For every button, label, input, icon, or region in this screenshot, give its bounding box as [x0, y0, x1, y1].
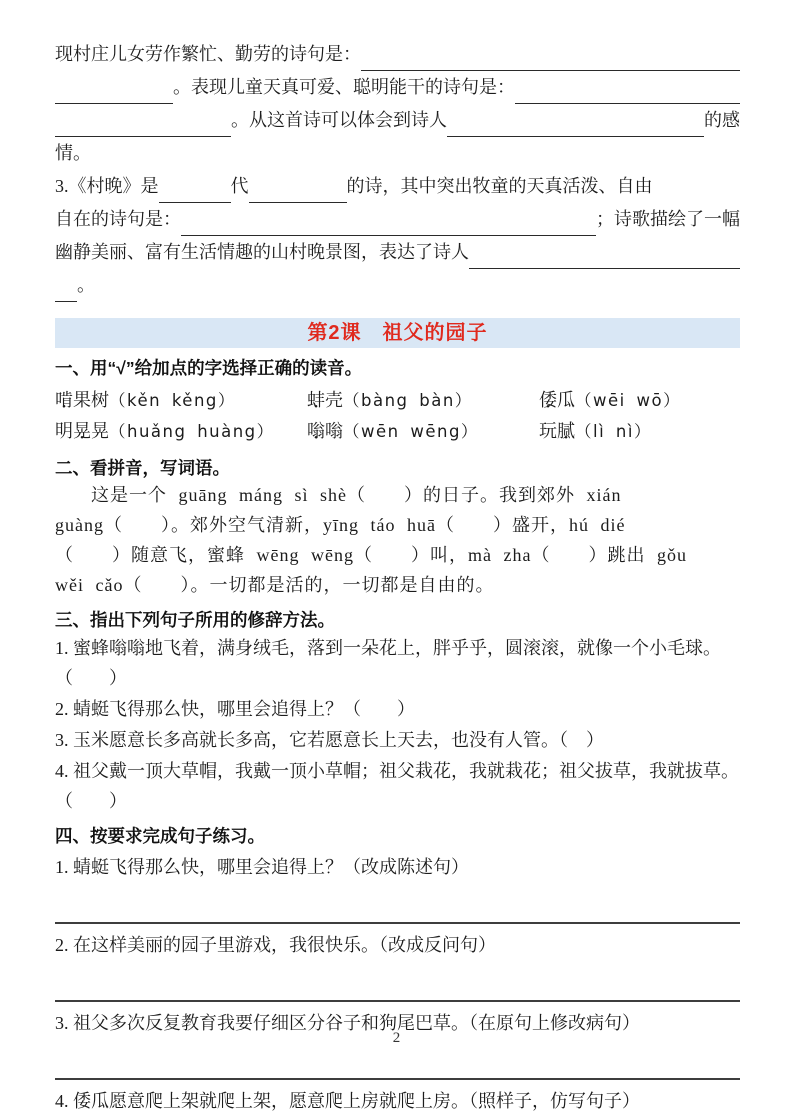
question-3-line-4: [55, 269, 740, 302]
rhetoric-item: 3. 玉米愿意长多高就长多高，它若愿意长上天去，也没有人管。（ ）: [55, 730, 604, 750]
word-post: 壳: [325, 390, 343, 410]
question-text: 的诗，其中突出牧童的天真活泼、自由: [346, 176, 653, 196]
word-pre: 明: [55, 421, 73, 441]
exercise-item: 2. 在这样美丽的园子里游戏，我很快乐。（改成反问句）: [55, 935, 496, 955]
question-text: 现村庄儿女劳作繁忙、勤劳的诗句是：: [55, 44, 361, 64]
question-2-line-2: [55, 71, 740, 104]
question-text: ；诗歌描绘了一幅: [596, 209, 740, 229]
answer-line: [55, 960, 740, 1002]
word-post: 瓜: [557, 390, 575, 410]
word-post: 嗡: [325, 421, 343, 441]
pinyin-item: [307, 417, 539, 448]
pinyin-item: [55, 386, 307, 417]
section-3-heading: 三、指出下列句子所用的修辞方法。: [55, 610, 335, 630]
pinyin-options: （lì nì）: [575, 422, 652, 441]
sentence-exercises: [55, 852, 740, 1116]
word-post: 果树: [73, 390, 109, 410]
question-2-line-1: [55, 38, 740, 71]
paragraph-line: （ ）随意飞，蜜蜂 wēng wēng（ ）叫，mà zha（ ）跳出 gǒu: [55, 545, 687, 565]
question-text: 。: [77, 275, 95, 295]
page-number: 2: [392, 1030, 401, 1046]
pinyin-item: [539, 417, 740, 448]
dotted-char: 晃 •: [73, 417, 91, 445]
fill-blank: [361, 44, 740, 71]
dotted-char: 嗡 •: [307, 417, 325, 445]
pinyin-options: （kěn kěng）: [109, 391, 236, 410]
pinyin-options: （wēi wō）: [575, 391, 682, 410]
section-2-heading: 二、看拼音，写词语。: [55, 458, 230, 478]
paragraph-line: wěi cǎo（ ）。一切都是活的，一切都是自由的。: [55, 575, 495, 595]
pinyin-options: （bàng bàn）: [343, 391, 473, 410]
pinyin-paragraph: [55, 480, 740, 600]
pinyin-item: [307, 386, 539, 417]
question-text: 的感: [704, 110, 740, 130]
lesson-header-bar: [55, 318, 740, 348]
rhetoric-item: 1. 蜜蜂嗡嗡地飞着，满身绒毛，落到一朵花上，胖乎乎，圆滚滚，就像一个小毛球。（ ）: [55, 638, 721, 688]
paragraph-line: guàng（ ）。郊外空气清新，yīng táo huā（ ）盛开，hú dié: [55, 515, 626, 535]
rhetoric-items: [55, 633, 740, 816]
question-3-block: [55, 170, 740, 302]
rhetoric-item: 2. 蜻蜓飞得那么快，哪里会追得上？（ ）: [55, 699, 415, 719]
fill-blank: [469, 242, 740, 269]
fill-blank: [515, 77, 740, 104]
fill-blank: [447, 110, 704, 137]
question-2-block: [55, 38, 740, 170]
pinyin-options: （huǎng huàng）: [109, 422, 275, 441]
question-text: 。表现儿童天真可爱、聪明能干的诗句是：: [173, 77, 515, 97]
pinyin-choice-grid: [55, 386, 740, 448]
section-1-heading: 一、用“√”给加点的字选择正确的读音。: [55, 358, 363, 378]
word-pre: 玩: [539, 421, 557, 441]
fill-blank: [55, 275, 77, 302]
fill-blank: [249, 176, 347, 203]
exercise-item: 4. 倭瓜愿意爬上架就爬上架，愿意爬上房就爬上房。（照样子，仿写句子）: [55, 1091, 640, 1111]
question-text: 。从这首诗可以体会到诗人: [231, 110, 447, 130]
pinyin-options: （wēn wēng）: [343, 422, 479, 441]
answer-line: [55, 882, 740, 924]
question-2-line-4: [55, 137, 740, 170]
paragraph-line: 这是一个 guāng máng sì shè（ ）的日子。我到郊外 xián: [91, 485, 622, 505]
lesson-title: 第2课 祖父的园子: [307, 322, 488, 344]
question-3-line-3: [55, 236, 740, 269]
question-2-line-3: [55, 104, 740, 137]
fill-blank: [55, 110, 231, 137]
fill-blank: [55, 77, 173, 104]
question-text: 情。: [55, 143, 91, 163]
dotted-char: 蚌 •: [307, 386, 325, 414]
dotted-char: 啃 •: [55, 386, 73, 414]
dotted-char: 腻 •: [557, 417, 575, 445]
exercise-item: 3. 祖父多次反复教育我要仔细区分谷子和狗尾巴草。（在原句上修改病句）: [55, 1013, 640, 1033]
question-text: 自在的诗句是：: [55, 209, 181, 229]
question-3-line-2: [55, 203, 740, 236]
fill-blank: [181, 209, 596, 236]
exercise-item: 1. 蜻蜓飞得那么快，哪里会追得上？（改成陈述句）: [55, 857, 469, 877]
word-post: 晃: [91, 421, 109, 441]
pinyin-item: [539, 386, 740, 417]
dotted-char: 倭 •: [539, 386, 557, 414]
section-4-heading: 四、按要求完成句子练习。: [55, 826, 265, 846]
question-3-line-1: [55, 170, 740, 203]
question-text: 3.《村晚》是: [55, 176, 159, 196]
rhetoric-item: 4. 祖父戴一顶大草帽，我戴一顶小草帽；祖父栽花，我就栽花；祖父拔草，我就拔草。（ ）: [55, 761, 739, 811]
pinyin-item: [55, 417, 307, 448]
fill-blank: [159, 176, 231, 203]
question-text: 代: [230, 176, 249, 196]
question-text: 幽静美丽、富有生活情趣的山村晚景图，表达了诗人: [55, 242, 469, 262]
